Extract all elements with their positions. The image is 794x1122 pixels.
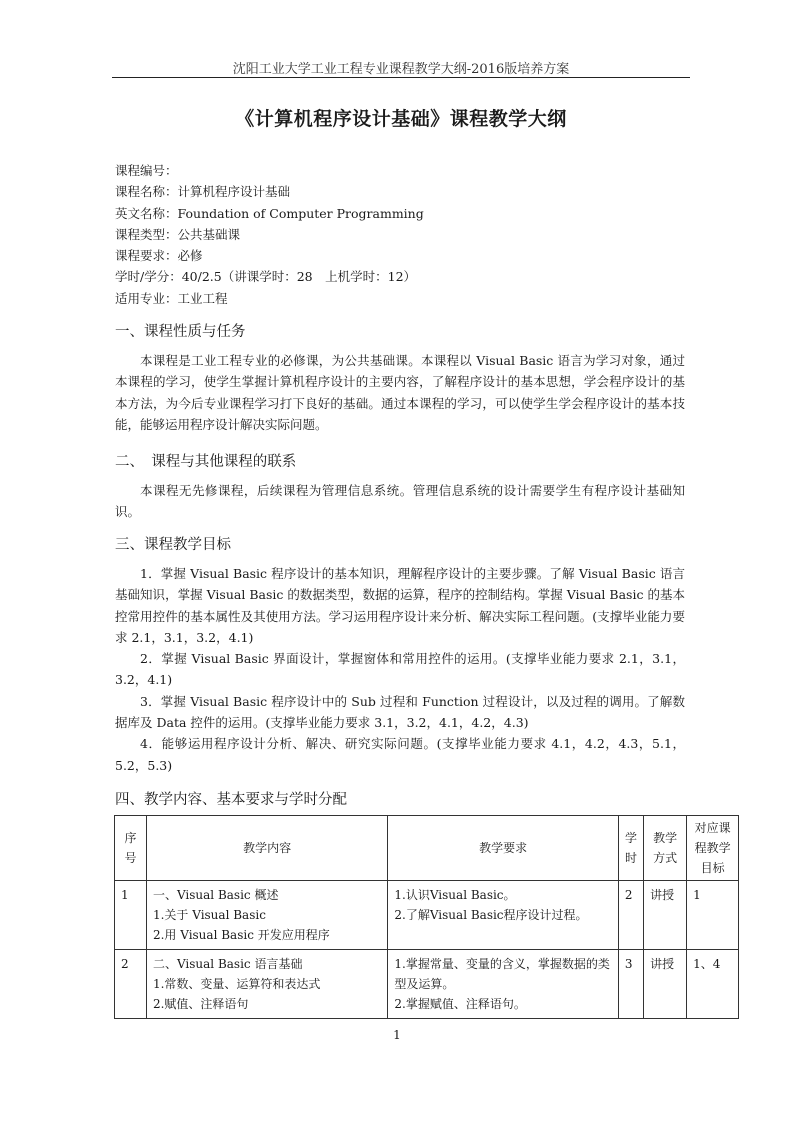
table-header-row (115, 816, 739, 881)
content-line: 1.关于 Visual Basic (152, 908, 266, 922)
course-code: 课程编号： (115, 163, 178, 178)
header-goal: 对应课程教学目标 (687, 816, 739, 881)
content-line: 2.用 Visual Basic 开发应用程序 (152, 928, 330, 942)
section-heading-nature: 一、课程性质与任务 (115, 324, 246, 340)
cell-method: 讲授 (644, 881, 687, 950)
document-title: 《计算机程序设计基础》课程教学大纲 (235, 108, 567, 130)
table-row (115, 950, 739, 1019)
cell-requirement (388, 950, 618, 1019)
page-number: 1 (393, 1028, 401, 1042)
goal-item: 2．掌握 Visual Basic 界面设计，掌握窗体和常用控件的运用。(支撑毕业能力要求 2.1，3.1，3.2，4.1) (115, 651, 685, 688)
table-row (115, 881, 739, 950)
course-name: 课程名称：计算机程序设计基础 (115, 184, 291, 200)
header-no: 序号 (115, 816, 147, 881)
content-line: 二、Visual Basic 语言基础 (152, 957, 303, 971)
header-hours: 学时 (618, 816, 643, 881)
cell-requirement (388, 881, 618, 950)
goal-item: 3．掌握 Visual Basic 程序设计中的 Sub 过程和 Function 过程设计，以及过程的调用。了解数据库及 Data 控件的运用。(支撑毕业能力要求 3.1，3.2，4.1，4.2，4.3) (115, 693, 685, 731)
goal-item: 1．掌握 Visual Basic 程序设计的基本知识，理解程序设计的主要步骤。了解 Visual Basic 语言基础知识，掌握 Visual Basic 的数据类型，数据的运算，程序的控制结构。掌握 Visual Basic 的基本控常用控件的基本属性及其使用方法。学习运用程序设计来分析、解决实际工程问题。(支撑毕业能力要求 2.1，3.1，3.2，4.1) (115, 566, 685, 645)
section-body-relations: 本课程无先修课程，后续课程为管理信息系统。管理信息系统的设计需要学生有程序设计基础知识。 (115, 483, 685, 520)
section-heading-content: 四、教学内容、基本要求与学时分配 (115, 792, 347, 808)
goals-list (115, 563, 685, 776)
cell-no: 2 (115, 950, 147, 1019)
requirement-line: 1.掌握常量、变量的含义，掌握数据的类型及运算。 (394, 957, 610, 991)
header-requirement: 教学要求 (388, 816, 618, 881)
content-line: 1.常数、变量、运算符和表达式 (152, 977, 321, 991)
section-body-nature: 本课程是工业工程专业的必修课，为公共基础课。本课程以 Visual Basic 语言为学习对象，通过本课程的学习，使学生掌握计算机程序设计的主要内容，了解程序设计的基本思想，学会程序设计的基本方法，为今后专业课程学习打下良好的基础。通过本课程的学习，可以使学生学会程序设计的基本技能，能够运用程序设计解决实际问题。 (115, 353, 685, 432)
cell-goal: 1 (687, 881, 739, 950)
hours-credits: 学时/学分：40/2.5（讲课学时：28 上机学时：12） (115, 269, 417, 285)
cell-hours: 2 (618, 881, 643, 950)
content-line: 一、Visual Basic 概述 (152, 888, 279, 902)
header-content: 教学内容 (146, 816, 387, 881)
running-header: 沈阳工业大学工业工程专业课程教学大纲-2016版培养方案 (232, 62, 570, 77)
cell-content (146, 881, 387, 950)
cell-goal: 1、4 (687, 950, 739, 1019)
cell-no: 1 (115, 881, 147, 950)
goal-item: 4．能够运用程序设计分析、解决、研究实际问题。(支撑毕业能力要求 4.1，4.2，4.3，5.1，5.2，5.3) (115, 736, 685, 773)
course-type: 课程类型：公共基础课 (115, 226, 241, 242)
header-method: 教学方式 (644, 816, 687, 881)
section-heading-relations: 二、 课程与其他课程的联系 (115, 454, 297, 470)
requirement-line: 1.认识Visual Basic。 (394, 888, 516, 902)
course-requirement: 课程要求：必修 (115, 248, 203, 264)
cell-content (146, 950, 387, 1019)
course-info (115, 160, 424, 309)
cell-hours: 3 (618, 950, 643, 1019)
content-table (114, 815, 739, 1019)
content-line: 2.赋值、注释语句 (152, 997, 249, 1011)
requirement-line: 2.掌握赋值、注释语句。 (394, 997, 526, 1011)
applicable-major: 适用专业：工业工程 (115, 290, 228, 306)
english-name: 英文名称：Foundation of Computer Programming (115, 205, 424, 221)
requirement-line: 2.了解Visual Basic程序设计过程。 (394, 908, 588, 922)
section-heading-goals: 三、课程教学目标 (115, 537, 231, 553)
header-divider (112, 77, 690, 78)
cell-method: 讲授 (644, 950, 687, 1019)
